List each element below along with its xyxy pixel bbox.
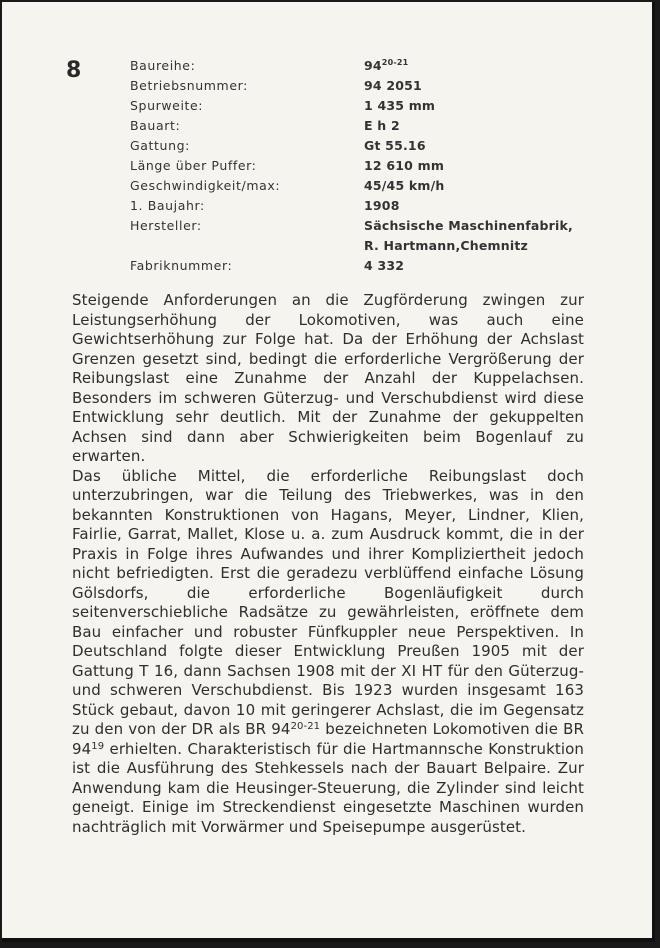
spec-value: Gt 55.16 <box>364 138 426 153</box>
paragraph: Das übliche Mittel, die erforderliche Reibungslast doch unterzubringen, war die Teilung des Triebwerkes, was in den bekannten Konstruktionen von Hagans, Meyer, Lindner, Klien, Fairlie, Garrat, Mallet, Klose u. a. zum Ausdruck kommt, die in der Praxis in Folge ihres Aufwandes und ihrer Kompliziertheit jedoch nicht befriedigten. Erst die geradezu verblüffend einfache Lösung Gölsdorfs, die erforderliche Bogenläufigkeit durch seitenverschiebliche Radsätze zu gewährleisten, eröffnete dem Bau einfacher und robuster Fünfkuppler neue Perspektiven. In Deutschland folgte dieser Entwicklung Preußen 1905 mit der Gattung T 16, dann Sachsen 1908 mit der XI HT für den Güterzug- und schweren Verschubdienst. Bis 1923 wurden insgesamt 163 Stück gebaut, davon 10 mit geringerer Achslast, die im Gegensatz zu den von der DR als BR 94$^{20-21}$ bezeichneten Lokomotiven die BR $94^{19}$ erhielten. Charakteristisch für die Hartmannsche Konstruktion ist die Ausführung des Stehkessels nach der Bauart Belpaire. Zur Anwendung kam die Heusinger-Steuerung, die Zylinder sind leicht geneigt. Einige im Streckendienst eingesetzte Maschinen wurden nachträglich mit Vorwärmer und Speisepumpe ausgerüstet. <box>72 466 585 836</box>
spec-value: 4 332 <box>364 258 405 273</box>
spec-value-line: Sächsische Maschinenfabrik, <box>364 218 573 233</box>
spec-label: Hersteller: <box>130 218 202 233</box>
spec-value: 12 610 mm <box>364 158 445 173</box>
spec-label: Betriebsnummer: <box>130 78 248 93</box>
spec-label: Spurweite: <box>130 98 204 113</box>
spec-row-baureihe <box>130 56 610 76</box>
spec-value: E h 2 <box>364 118 400 133</box>
spec-value: 1 435 mm <box>364 98 436 113</box>
spec-row-fabriknummer <box>130 256 610 276</box>
paragraph: Steigende Anforderungen an die Zugförderung zwingen zur Leistungserhöhung der Lokomotiven, was auch eine Gewichtserhöhung zur Folge hat. Da der Erhöhung der Achslast Grenzen gesetzt sind, bedingt die erforderliche Vergrößerung der Reibungslast eine Zunahme der Anzahl der Kuppelachsen. Besonders im schweren Güterzug- und Verschubdienst wird diese Entwicklung sehr deutlich. Mit der Zunahme der gekuppelten Achsen sind dann aber Schwierigkeiten beim Bogenlauf zu erwarten. <box>72 291 584 465</box>
spec-row-hersteller <box>130 216 610 256</box>
spec-row-betriebsnummer <box>130 76 610 96</box>
spec-label: Geschwindigkeit/max: <box>130 178 281 193</box>
spec-label: Länge über Puffer: <box>130 158 257 173</box>
card-number: 8 <box>66 58 82 83</box>
locomotive-card <box>2 2 655 942</box>
spec-value: 1908 <box>364 198 400 213</box>
spec-label: Baureihe: <box>130 58 196 73</box>
spec-row-bauart <box>130 116 610 136</box>
spec-row-spurweite <box>130 96 610 116</box>
spec-value-line: R. Hartmann,Chemnitz <box>364 238 529 253</box>
spec-value: 45/45 km/h <box>364 178 445 193</box>
spec-value: 94 2051 <box>364 78 422 93</box>
spec-table <box>130 56 610 276</box>
spec-label: Gattung: <box>130 138 190 153</box>
spec-label: Bauart: <box>130 118 181 133</box>
spec-value <box>364 216 610 256</box>
spec-row-laenge <box>130 156 610 176</box>
spec-value: 94$^{20-21}$ <box>364 58 409 73</box>
spec-row-baujahr <box>130 196 610 216</box>
spec-row-geschwindigkeit <box>130 176 610 196</box>
spec-label: 1. Baujahr: <box>130 198 205 213</box>
spec-label: Fabriknummer: <box>130 258 233 273</box>
spec-row-gattung <box>130 136 610 156</box>
description-text <box>72 291 584 837</box>
